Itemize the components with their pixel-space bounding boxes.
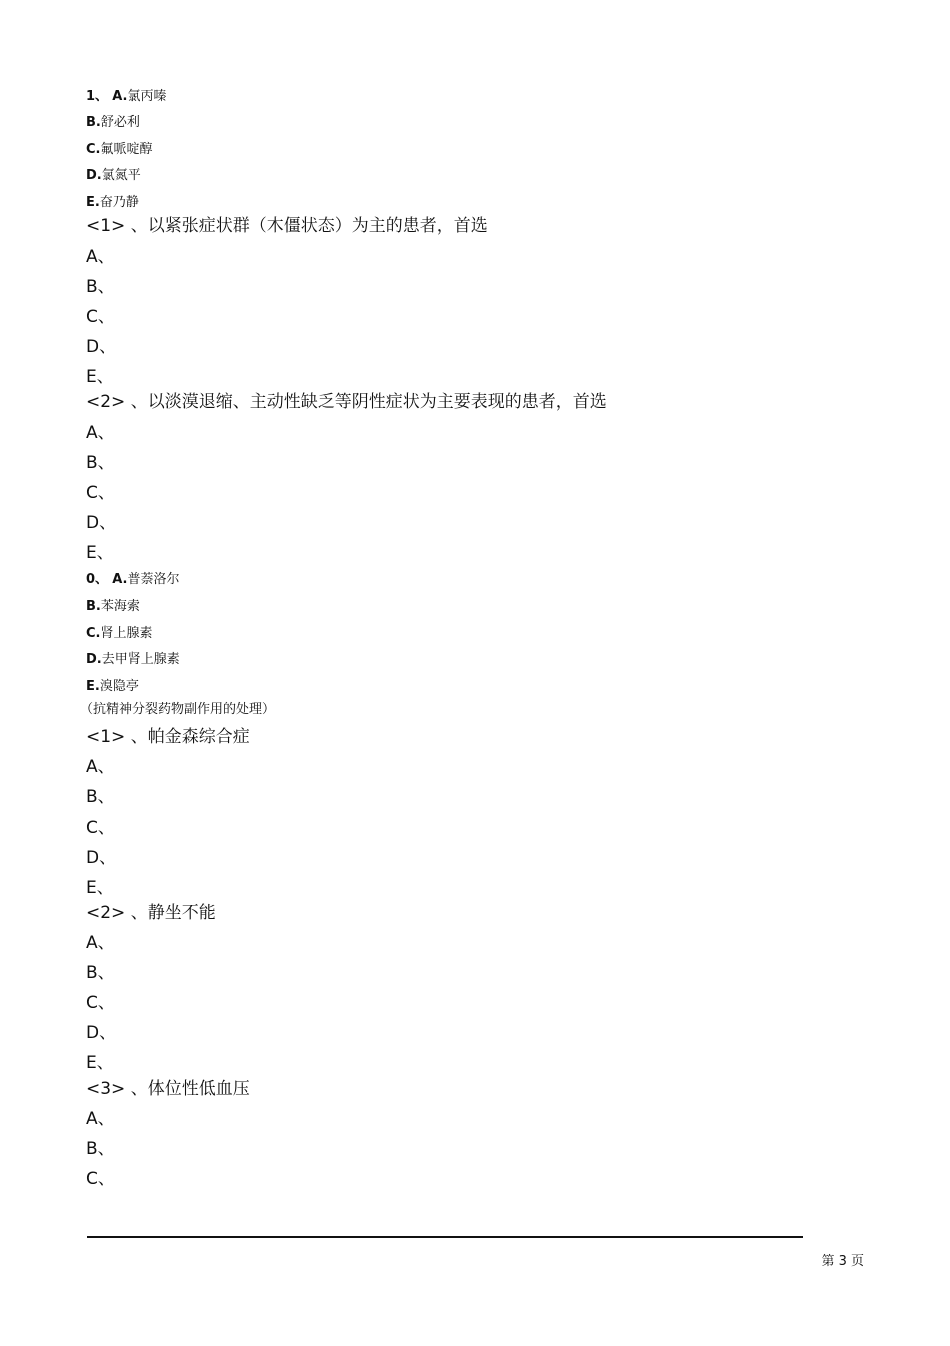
footer-divider bbox=[87, 1236, 803, 1238]
answer-slot-e: E、 bbox=[86, 1053, 114, 1073]
answer-slot-c: C、 bbox=[86, 307, 115, 327]
q1-number: 1、 bbox=[86, 89, 109, 104]
answer-slot-c: C、 bbox=[86, 993, 115, 1013]
answer-slot-a: A、 bbox=[86, 1109, 115, 1129]
answer-slot-a: A、 bbox=[86, 423, 115, 443]
answer-slot-c: C、 bbox=[86, 483, 115, 503]
q1-option-d: D.氯氮平 bbox=[86, 168, 141, 183]
answer-slot-e: E、 bbox=[86, 367, 114, 387]
answer-slot-e: E、 bbox=[86, 878, 114, 898]
q2-option-a: 0、 A.普萘洛尔 bbox=[86, 572, 180, 587]
answer-slot-d: D、 bbox=[86, 1023, 117, 1043]
q1-option-c: C.氟哌啶醇 bbox=[86, 142, 153, 157]
q2-option-e: E.溴隐亭 bbox=[86, 679, 139, 694]
q2-number: 0、 bbox=[86, 572, 109, 587]
page-number: 第 3 页 bbox=[821, 1254, 864, 1269]
answer-slot-c: C、 bbox=[86, 818, 115, 838]
answer-slot-d: D、 bbox=[86, 513, 117, 533]
q2-subquestion-2: <2> 、静坐不能 bbox=[86, 903, 216, 923]
answer-slot-c: C、 bbox=[86, 1169, 115, 1189]
answer-slot-a: A、 bbox=[86, 247, 115, 267]
answer-slot-d: D、 bbox=[86, 848, 117, 868]
answer-slot-b: B、 bbox=[86, 963, 115, 983]
q2-option-d: D.去甲肾上腺素 bbox=[86, 652, 180, 667]
answer-slot-b: B、 bbox=[86, 787, 115, 807]
q2-option-c: C.肾上腺素 bbox=[86, 626, 153, 641]
q1-subquestion-1: <1> 、以紧张症状群（木僵状态）为主的患者，首选 bbox=[86, 216, 488, 236]
answer-slot-a: A、 bbox=[86, 933, 115, 953]
answer-slot-b: B、 bbox=[86, 1139, 115, 1159]
q1-option-a: 1、 A.氯丙嗪 bbox=[86, 89, 167, 104]
answer-slot-e: E、 bbox=[86, 543, 114, 563]
answer-slot-d: D、 bbox=[86, 337, 117, 357]
q2-note: （抗精神分裂药物副作用的处理） bbox=[80, 702, 276, 717]
q1-subquestion-2: <2> 、以淡漠退缩、主动性缺乏等阴性症状为主要表现的患者，首选 bbox=[86, 392, 607, 412]
q2-subquestion-1: <1> 、帕金森综合症 bbox=[86, 727, 250, 747]
answer-slot-a: A、 bbox=[86, 757, 115, 777]
q1-option-e: E.奋乃静 bbox=[86, 195, 139, 210]
answer-slot-b: B、 bbox=[86, 277, 115, 297]
q2-subquestion-3: <3> 、体位性低血压 bbox=[86, 1079, 250, 1099]
q1-option-b: B.舒必利 bbox=[86, 115, 140, 130]
answer-slot-b: B、 bbox=[86, 453, 115, 473]
q2-option-b: B.苯海索 bbox=[86, 599, 140, 614]
